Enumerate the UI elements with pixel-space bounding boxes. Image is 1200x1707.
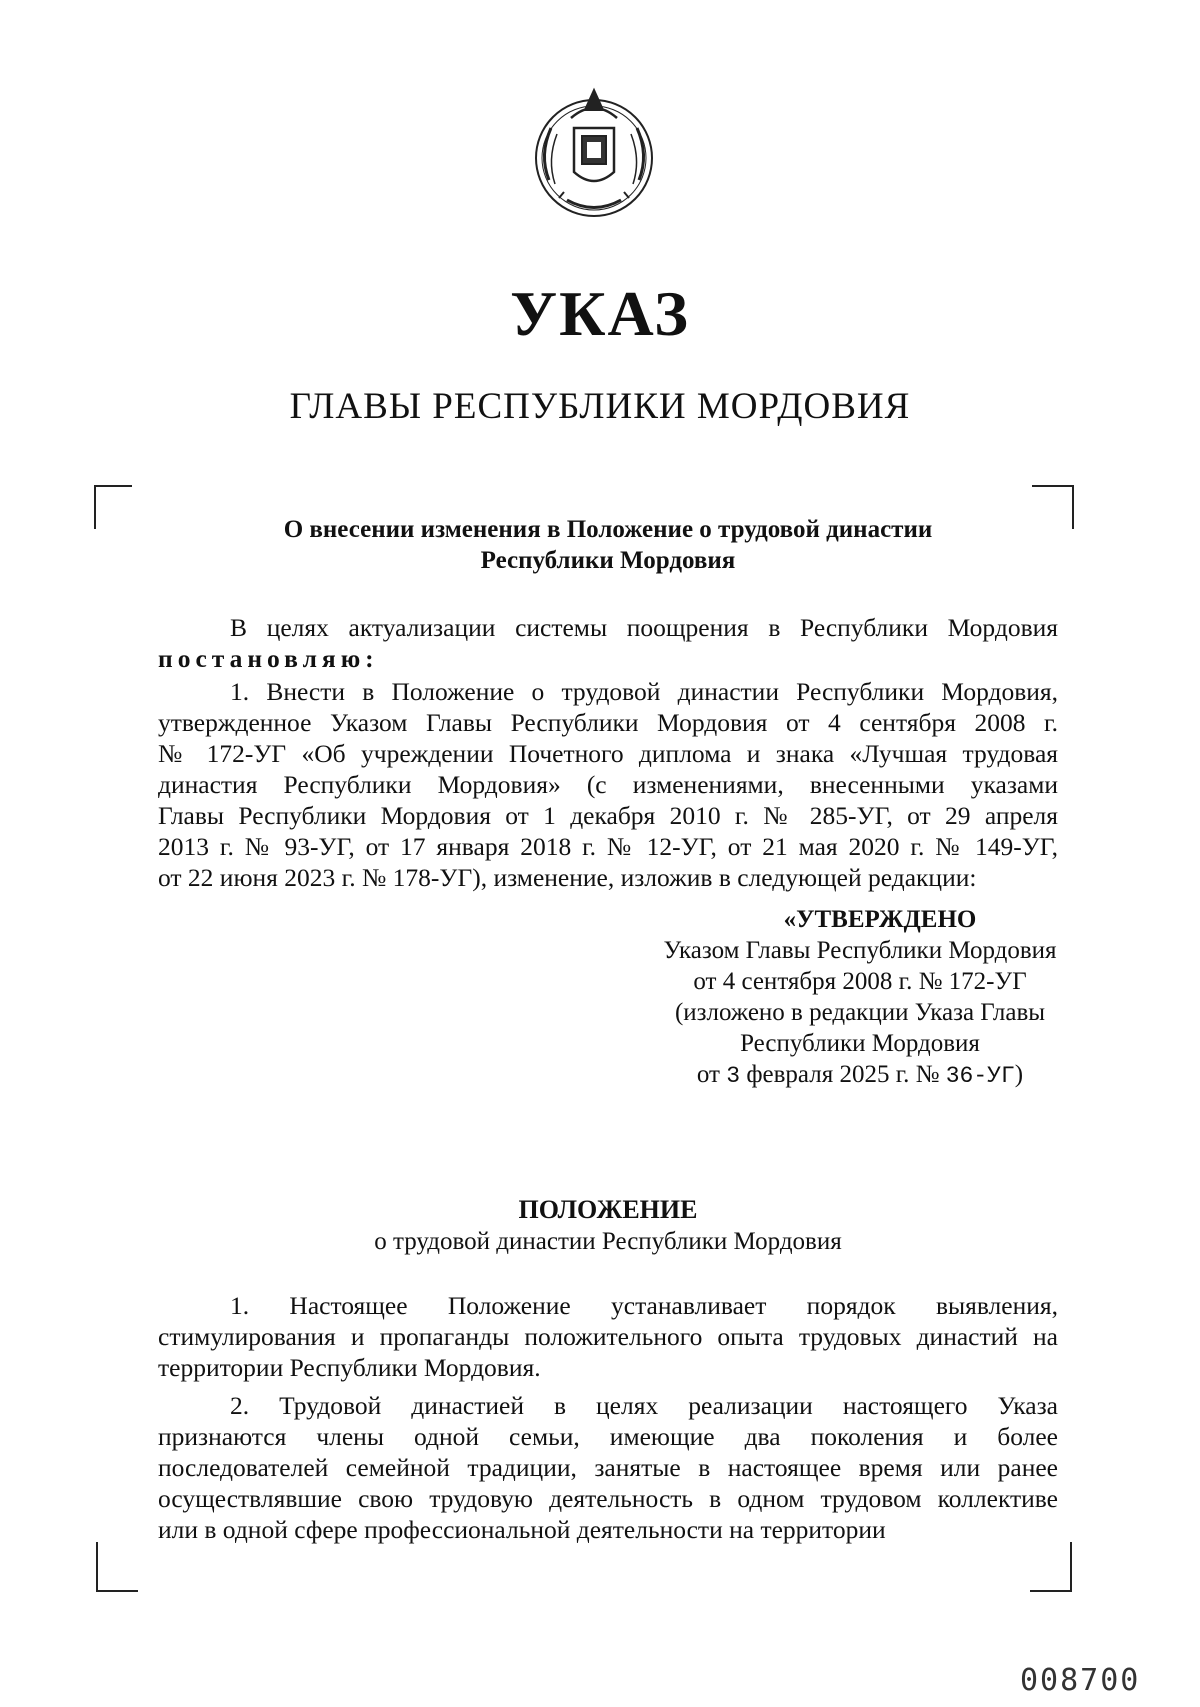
- registration-number: 008700: [1020, 1663, 1141, 1698]
- text-line: территории Республики Мордовия.: [158, 1353, 541, 1382]
- decree-word: постановляю:: [158, 644, 379, 673]
- approval-line-1: Указом Главы Республики Мордовия: [663, 937, 1057, 964]
- text-line: стимулирования и пропаганды положительного опыта трудовых династий на: [158, 1322, 1058, 1351]
- approval-line-4: Республики Мордовия: [740, 1030, 980, 1057]
- text-line: осуществлявшие свою трудовую деятельность в одном трудовом коллективе: [158, 1484, 1058, 1513]
- text-line: № 172-УГ «Об учреждении Почетного диплома и знака «Лучшая трудовая: [158, 739, 1058, 768]
- approval-date-prefix: от: [696, 1061, 720, 1088]
- text-line: 2013 г. № 93-УГ, от 17 января 2018 г. № 12-УГ, от 21 мая 2020 г. № 149-УГ,: [158, 832, 1058, 861]
- approval-decree-number: 36-УГ: [945, 1063, 1015, 1089]
- text-line: династия Республики Мордовия» (с изменениями, внесенными указами: [158, 770, 1058, 799]
- regulation-paragraph-1: [158, 1290, 1058, 1383]
- approval-line-3: (изложено в редакции Указа Главы: [674, 999, 1046, 1026]
- regulation-title: ПОЛОЖЕНИЕ: [518, 1195, 698, 1224]
- subject-line-1: О внесении изменения в Положение о трудовой династии: [283, 516, 933, 543]
- regulation-paragraph-2: [158, 1390, 1058, 1545]
- approval-date-month-year: февраля 2025 г. №: [746, 1061, 940, 1088]
- republic-emblem: [519, 80, 669, 230]
- item-1-paragraph: [158, 676, 1058, 893]
- text-line: от 22 июня 2023 г. № 178-УГ), изменение, изложив в следующей редакции:: [158, 863, 977, 892]
- subject-line-2: Республики Мордовия: [480, 547, 736, 574]
- issuer-subtitle: ГЛАВЫ РЕСПУБЛИКИ МОРДОВИЯ: [289, 386, 911, 427]
- corner-bracket-top-left: [94, 485, 132, 529]
- text-line: 1. Внести в Положение о трудовой династии Республики Мордовия,: [230, 677, 1058, 706]
- preamble: [158, 612, 1058, 674]
- regulation-subtitle: о трудовой династии Республики Мордовия: [374, 1228, 842, 1255]
- text-line: 1. Настоящее Положение устанавливает порядок выявления,: [230, 1291, 1058, 1320]
- text-line: утвержденное Указом Главы Республики Мордовия от 4 сентября 2008 г.: [158, 708, 1058, 737]
- corner-bracket-bottom-left: [96, 1542, 138, 1592]
- approval-stamp-block: [620, 904, 1100, 1092]
- approval-date-day: 3: [726, 1063, 741, 1089]
- document-title: УКАЗ: [510, 278, 690, 349]
- corner-bracket-bottom-right: [1030, 1542, 1072, 1592]
- approval-line-5: [620, 1059, 1100, 1092]
- approval-heading: «УТВЕРЖДЕНО: [783, 906, 977, 933]
- text-line: признаются члены одной семьи, имеющие два поколения и более: [158, 1422, 1058, 1451]
- text-line: последователей семейной традиции, занятые в настоящее время или ранее: [158, 1453, 1058, 1482]
- text-line: 2. Трудовой династией в целях реализации настоящего Указа: [230, 1391, 1058, 1420]
- text-line: или в одной сфере профессиональной деятельности на территории: [158, 1515, 886, 1544]
- decree-subject: [158, 514, 1058, 576]
- preamble-line: В целях актуализации системы поощрения в Республики Мордовия: [230, 613, 1058, 642]
- text-line: Главы Республики Мордовия от 1 декабря 2010 г. № 285-УГ, от 29 апреля: [158, 801, 1058, 830]
- approval-closing-paren: ): [1014, 1061, 1024, 1088]
- approval-line-2: от 4 сентября 2008 г. № 172-УГ: [693, 968, 1027, 995]
